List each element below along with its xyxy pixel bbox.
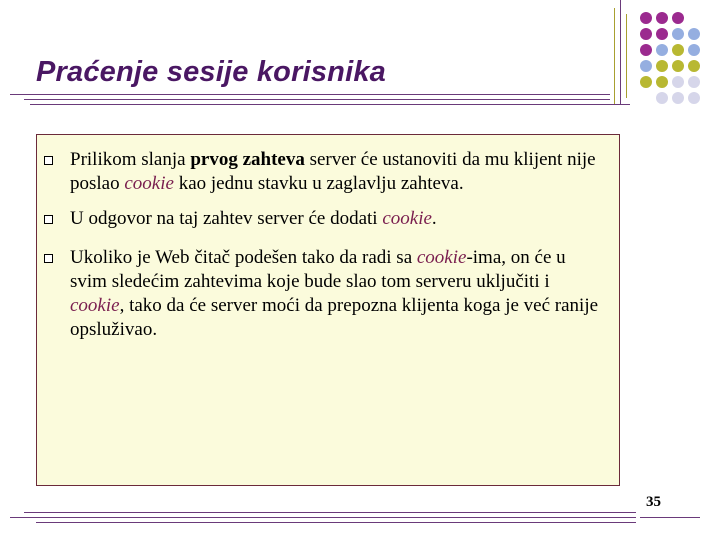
decorative-dot [640, 12, 652, 24]
bullet-text [70, 246, 600, 342]
decorative-dot [656, 28, 668, 40]
body-text: kao jednu stavku u zaglavlju zahteva. [173, 173, 464, 194]
bullet-text [70, 148, 600, 196]
page-number: 35 [646, 494, 661, 510]
body-text: -ima [466, 247, 502, 268]
body-text: server će ustanoviti da mu klijent nije poslao [70, 149, 596, 194]
keyword-text: cookie [124, 173, 174, 194]
decorative-dot [656, 60, 668, 72]
decorative-dot [672, 12, 684, 24]
decorative-dot [672, 76, 684, 88]
decorative-dot [656, 92, 668, 104]
decorative-vertical-line [626, 14, 627, 98]
bullet-marker [44, 215, 53, 224]
decorative-dot [672, 92, 684, 104]
decorative-dot [688, 44, 700, 56]
decorative-dot [656, 12, 668, 24]
keyword-text: cookie [70, 295, 120, 316]
decorative-dot [688, 28, 700, 40]
decorative-dot [640, 44, 652, 56]
decorative-vertical-line [614, 8, 615, 104]
decorative-dot [672, 28, 684, 40]
decorative-dot [688, 92, 700, 104]
decorative-dot [640, 60, 652, 72]
decorative-dot [640, 28, 652, 40]
title-underline [30, 104, 630, 105]
title-underline [24, 99, 610, 100]
decorative-vertical-line [620, 0, 621, 104]
keyword-text: cookie [382, 208, 432, 229]
title-underline [10, 94, 610, 95]
body-text: , on će u svim sledećim zahtevima koje bude slao tom serveru uključiti i [70, 247, 566, 292]
body-text: Prilikom slanja [70, 149, 191, 170]
body-text: . [431, 208, 437, 229]
decorative-dot [656, 76, 668, 88]
footer-line [36, 522, 636, 523]
bullet-marker [44, 254, 53, 263]
keyword-text: cookie [416, 247, 467, 268]
body-text: Ukoliko je Web čitač podešen tako da radi sa [70, 247, 417, 268]
decorative-dot [640, 76, 652, 88]
decorative-dot [672, 60, 684, 72]
decorative-dot [672, 44, 684, 56]
bold-text: prvog zahteva [190, 149, 305, 170]
body-text: U odgovor na taj zahtev server će dodati [70, 208, 383, 229]
footer-line [10, 517, 636, 518]
bullet-marker [44, 156, 53, 165]
bullet-text [70, 207, 600, 231]
slide-title: Praćenje sesije korisnika [36, 56, 386, 88]
footer-line [640, 517, 700, 518]
decorative-dot [656, 44, 668, 56]
decorative-dot [688, 76, 700, 88]
body-text: , tako da će server moći da prepozna klijenta koga je već ranije opsluživao. [70, 295, 599, 340]
footer-line [24, 512, 636, 513]
decorative-dot [688, 60, 700, 72]
